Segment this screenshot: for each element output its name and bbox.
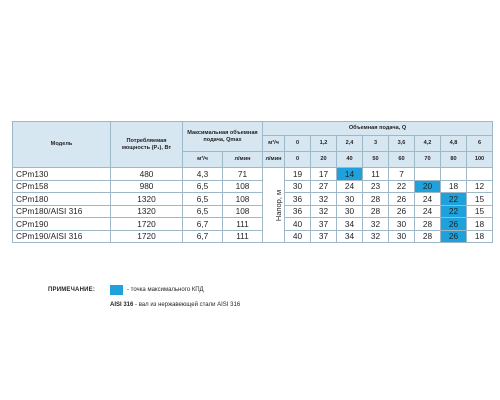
head-cell: 30	[285, 180, 311, 193]
qmax-m3h-cell: 6,5	[183, 205, 223, 218]
flow-lmin-cell: 0	[285, 152, 311, 168]
table-row	[13, 218, 493, 231]
flow-lmin-cell: 100	[467, 152, 493, 168]
flow-m3h-cell: 1,2	[311, 136, 337, 152]
head-cell: 7	[389, 168, 415, 181]
note-swatch-text: - точка максимального КПД	[127, 287, 204, 293]
head-cell: 18	[467, 218, 493, 231]
header-qmax-lmin: л/мин	[223, 152, 263, 168]
head-cell	[467, 168, 493, 181]
header-model: Модель	[13, 122, 111, 168]
model-cell: CPm180	[13, 193, 111, 206]
head-cell: 26	[389, 205, 415, 218]
head-cell-max-efficiency: 22	[441, 205, 467, 218]
head-cell: 18	[467, 230, 493, 243]
flow-m3h-cell: 3,6	[389, 136, 415, 152]
head-cell: 24	[337, 180, 363, 193]
head-cell: 27	[311, 180, 337, 193]
head-cell: 18	[441, 180, 467, 193]
head-cell: 40	[285, 230, 311, 243]
head-cell-max-efficiency: 26	[441, 218, 467, 231]
head-cell: 11	[363, 168, 389, 181]
flow-m3h-cell: 0	[285, 136, 311, 152]
head-axis-label: Напор, м	[274, 189, 284, 222]
note-label: ПРИМЕЧАНИЕ:	[48, 287, 96, 293]
head-cell: 40	[285, 218, 311, 231]
power-cell: 1320	[111, 193, 183, 206]
flow-m3h-cell: 4,2	[415, 136, 441, 152]
head-cell: 15	[467, 205, 493, 218]
qmax-m3h-cell: 6,7	[183, 230, 223, 243]
header-max-flow: Максимальная объемная подача, Qmax	[183, 122, 263, 152]
head-cell: 28	[363, 205, 389, 218]
flow-lmin-cell: 40	[337, 152, 363, 168]
model-cell: CPm190/AISI 316	[13, 230, 111, 243]
head-cell: 22	[389, 180, 415, 193]
power-cell: 480	[111, 168, 183, 181]
model-cell: CPm158	[13, 180, 111, 193]
head-cell: 12	[467, 180, 493, 193]
head-cell: 28	[415, 218, 441, 231]
qmax-lmin-cell: 108	[223, 193, 263, 206]
qmax-lmin-cell: 111	[223, 218, 263, 231]
qmax-lmin-cell: 71	[223, 168, 263, 181]
head-cell: 23	[363, 180, 389, 193]
head-cell: 30	[337, 205, 363, 218]
power-cell: 1720	[111, 230, 183, 243]
head-cell: 28	[415, 230, 441, 243]
head-cell: 24	[415, 205, 441, 218]
note-aisi	[110, 302, 240, 308]
table-row	[13, 180, 493, 193]
flow-lmin-cell: 80	[441, 152, 467, 168]
header-power: Потребляемая мощность (P₁), Вт	[111, 122, 183, 168]
power-cell: 1320	[111, 205, 183, 218]
header-flow-title: Объемная подача, Q	[263, 122, 493, 136]
table-row	[13, 230, 493, 243]
head-axis-cell	[263, 168, 285, 243]
flow-lmin-cell: 50	[363, 152, 389, 168]
flow-m3h-cell: 4,8	[441, 136, 467, 152]
flow-lmin-cell: 20	[311, 152, 337, 168]
head-cell	[415, 168, 441, 181]
head-cell: 36	[285, 205, 311, 218]
table-row	[13, 168, 493, 181]
head-cell: 34	[337, 230, 363, 243]
model-cell: CPm190	[13, 218, 111, 231]
pump-spec-table	[12, 121, 493, 243]
qmax-lmin-cell: 108	[223, 205, 263, 218]
head-cell: 19	[285, 168, 311, 181]
power-cell: 1720	[111, 218, 183, 231]
flow-m3h-cell: 3	[363, 136, 389, 152]
header-unit-lmin: л/мин	[263, 152, 285, 168]
model-cell: CPm130	[13, 168, 111, 181]
max-efficiency-swatch	[110, 285, 123, 295]
flow-m3h-cell: 6	[467, 136, 493, 152]
header-qmax-m3h: м³/ч	[183, 152, 223, 168]
head-cell-max-efficiency: 14	[337, 168, 363, 181]
power-cell: 980	[111, 180, 183, 193]
head-cell: 28	[363, 193, 389, 206]
table-row	[13, 193, 493, 206]
head-cell: 36	[285, 193, 311, 206]
head-cell: 15	[467, 193, 493, 206]
head-cell: 32	[363, 230, 389, 243]
head-cell: 37	[311, 230, 337, 243]
header-unit-m3h: м³/ч	[263, 136, 285, 152]
head-cell: 26	[389, 193, 415, 206]
qmax-m3h-cell: 6,7	[183, 218, 223, 231]
head-cell-max-efficiency: 20	[415, 180, 441, 193]
qmax-lmin-cell: 111	[223, 230, 263, 243]
table-row	[13, 205, 493, 218]
note-aisi-text: - вал из нержавеющей стали AISI 316	[133, 302, 241, 308]
head-cell: 32	[311, 193, 337, 206]
head-cell-max-efficiency: 22	[441, 193, 467, 206]
head-cell: 30	[389, 230, 415, 243]
head-cell: 32	[311, 205, 337, 218]
qmax-lmin-cell: 108	[223, 180, 263, 193]
head-cell: 34	[337, 218, 363, 231]
head-cell: 32	[363, 218, 389, 231]
qmax-m3h-cell: 4,3	[183, 168, 223, 181]
spec-table-body	[13, 168, 493, 243]
head-cell: 30	[337, 193, 363, 206]
head-cell-max-efficiency: 26	[441, 230, 467, 243]
flow-lmin-cell: 70	[415, 152, 441, 168]
head-cell: 37	[311, 218, 337, 231]
qmax-m3h-cell: 6,5	[183, 180, 223, 193]
head-cell	[441, 168, 467, 181]
head-cell: 24	[415, 193, 441, 206]
head-cell: 17	[311, 168, 337, 181]
qmax-m3h-cell: 6,5	[183, 193, 223, 206]
flow-m3h-cell: 2,4	[337, 136, 363, 152]
model-cell: CPm180/AISI 316	[13, 205, 111, 218]
head-cell: 30	[389, 218, 415, 231]
flow-lmin-cell: 60	[389, 152, 415, 168]
note-aisi-term: AISI 316	[110, 302, 134, 308]
